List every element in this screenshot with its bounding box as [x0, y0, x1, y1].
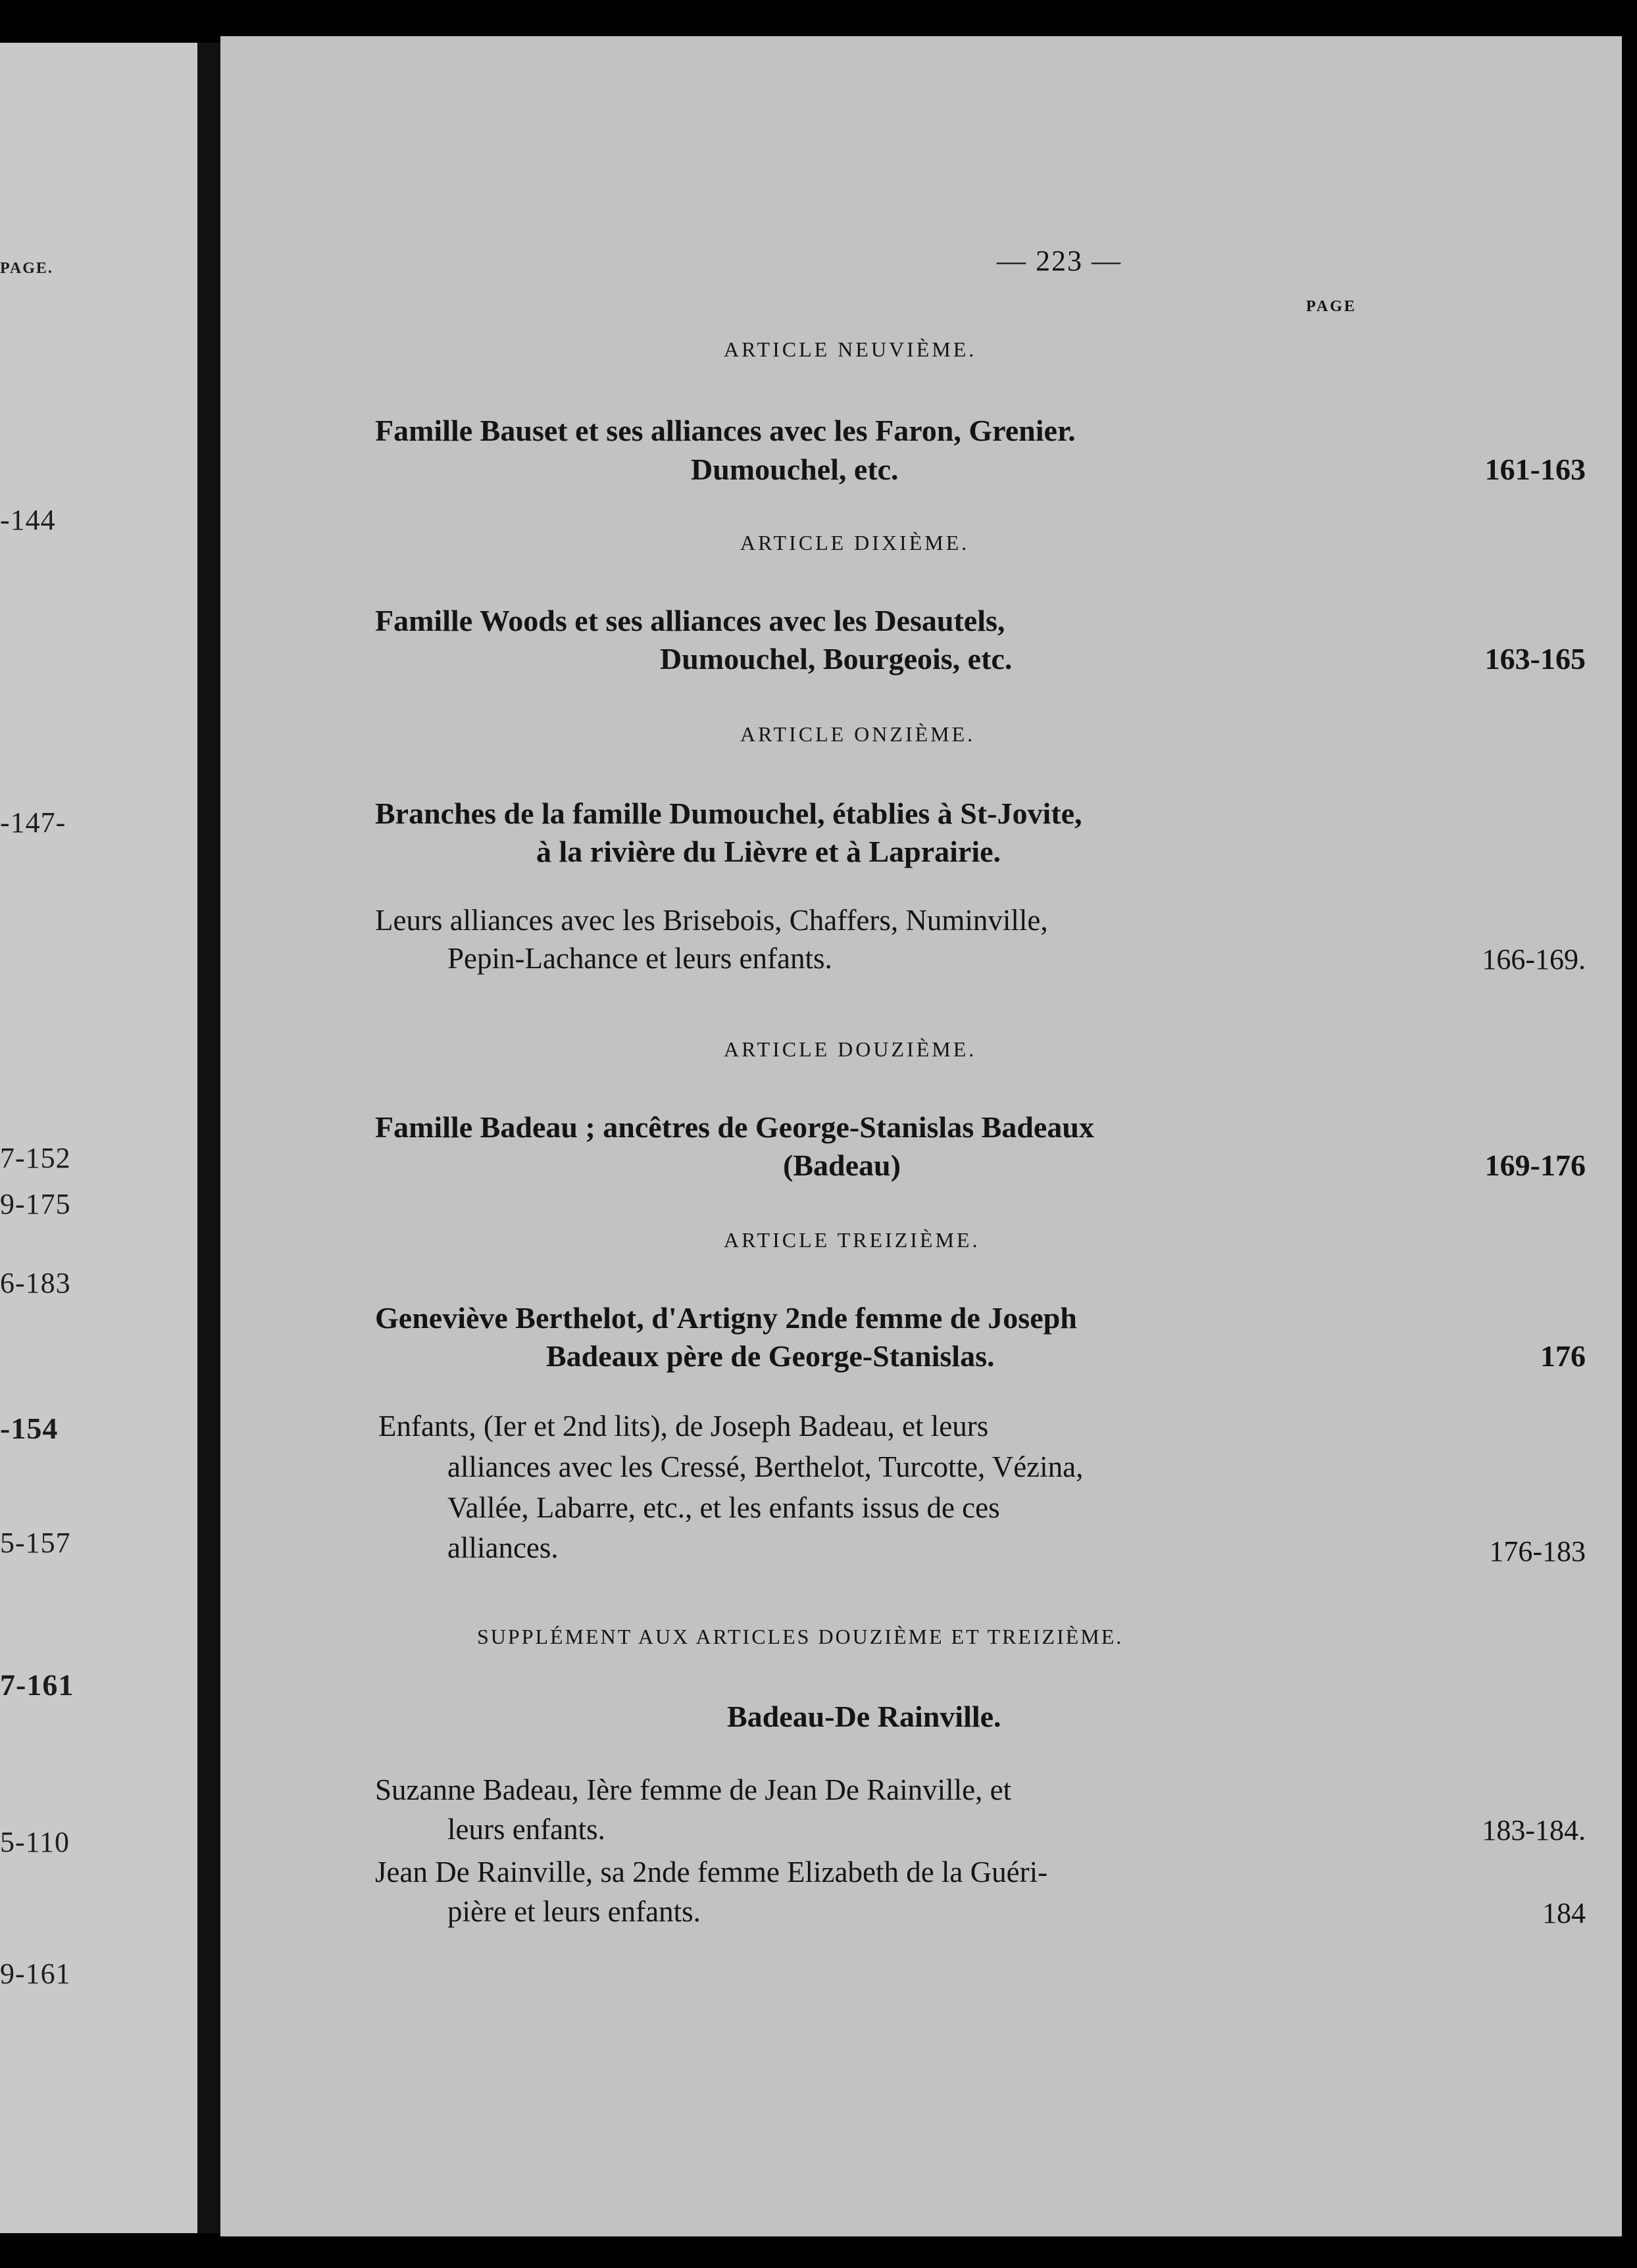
page-range: 184 [1542, 1897, 1586, 1929]
left-page-number: 9-175 [0, 1188, 71, 1220]
section-heading: ARTICLE TREIZIÈME. [724, 1228, 980, 1252]
left-page-number: -144 [0, 504, 56, 536]
entry-line: Famille Bauset et ses alliances avec les Faron, Grenier. [375, 414, 1076, 447]
page-range: 161-163 [1484, 453, 1586, 486]
section-subheading: Badeau-De Rainville. [727, 1700, 1001, 1733]
entry-line: Famille Woods et ses alliances avec les Desautels, [375, 604, 1005, 637]
entry-line: Pepin-Lachance et leurs enfants. [447, 942, 832, 975]
left-page-number: 7-161 [0, 1668, 74, 1702]
entry-line: Vallée, Labarre, etc., et les enfants issus de ces [447, 1491, 1000, 1524]
page-range: 176-183 [1489, 1535, 1586, 1567]
entry-line: Famille Badeau ; ancêtres de George-Stanislas Badeaux [375, 1110, 1094, 1144]
left-page-number: 6-183 [0, 1267, 71, 1299]
section-heading: ARTICLE DIXIÈME. [740, 531, 970, 555]
page-column-label: PAGE [1306, 298, 1357, 315]
entry-line: alliances. [447, 1531, 559, 1564]
page-range: 166-169. [1482, 943, 1586, 975]
entry-line: Leurs alliances avec les Brisebois, Chaffers, Numinville, [375, 904, 1048, 937]
entry-line: Enfants, (Ier et 2nd lits), de Joseph Badeau, et leurs [378, 1410, 989, 1442]
entry-line: alliances avec les Cressé, Berthelot, Turcotte, Vézina, [447, 1450, 1084, 1483]
document-page [220, 36, 1622, 2236]
page-number: — 223 — [997, 245, 1122, 277]
entry-line: pière et leurs enfants. [447, 1895, 701, 1928]
entry-line: (Badeau) [783, 1148, 901, 1182]
left-page-number: 5-157 [0, 1527, 71, 1559]
left-page-number: 9-161 [0, 1958, 71, 1990]
entry-line: Badeaux père de George-Stanislas. [546, 1339, 995, 1373]
entry-line: Dumouchel, Bourgeois, etc. [660, 642, 1013, 676]
left-page-header: PAGE. [0, 260, 53, 277]
section-heading: ARTICLE NEUVIÈME. [724, 337, 977, 361]
page-range: 163-165 [1484, 642, 1586, 676]
section-heading: SUPPLÉMENT AUX ARTICLES DOUZIÈME ET TREIZIÈME. [477, 1625, 1124, 1648]
left-facing-page [0, 43, 197, 2233]
entry-line: leurs enfants. [447, 1813, 605, 1846]
page-range: 176 [1540, 1339, 1586, 1373]
entry-line: Dumouchel, etc. [691, 453, 899, 486]
entry-line: Jean De Rainville, sa 2nde femme Elizabeth de la Guéri- [375, 1856, 1048, 1888]
entry-line: Suzanne Badeau, Ière femme de Jean De Rainville, et [375, 1773, 1012, 1806]
page-range: 169-176 [1484, 1148, 1586, 1182]
page-range: 183-184. [1482, 1814, 1586, 1846]
entry-line: à la rivière du Lièvre et à Laprairie. [536, 835, 1001, 868]
left-page-number: -154 [0, 1412, 59, 1445]
entry-line: Branches de la famille Dumouchel, établies à St-Jovite, [375, 797, 1082, 830]
left-page-number: -147- [0, 806, 66, 839]
section-heading: ARTICLE DOUZIÈME. [724, 1037, 977, 1061]
entry-line: Geneviève Berthelot, d'Artigny 2nde femme de Joseph [375, 1301, 1077, 1335]
book-gutter [197, 43, 224, 2233]
section-heading: ARTICLE ONZIÈME. [740, 722, 976, 746]
left-page-number: 5-110 [0, 1826, 70, 1858]
left-page-number: 7-152 [0, 1142, 71, 1174]
